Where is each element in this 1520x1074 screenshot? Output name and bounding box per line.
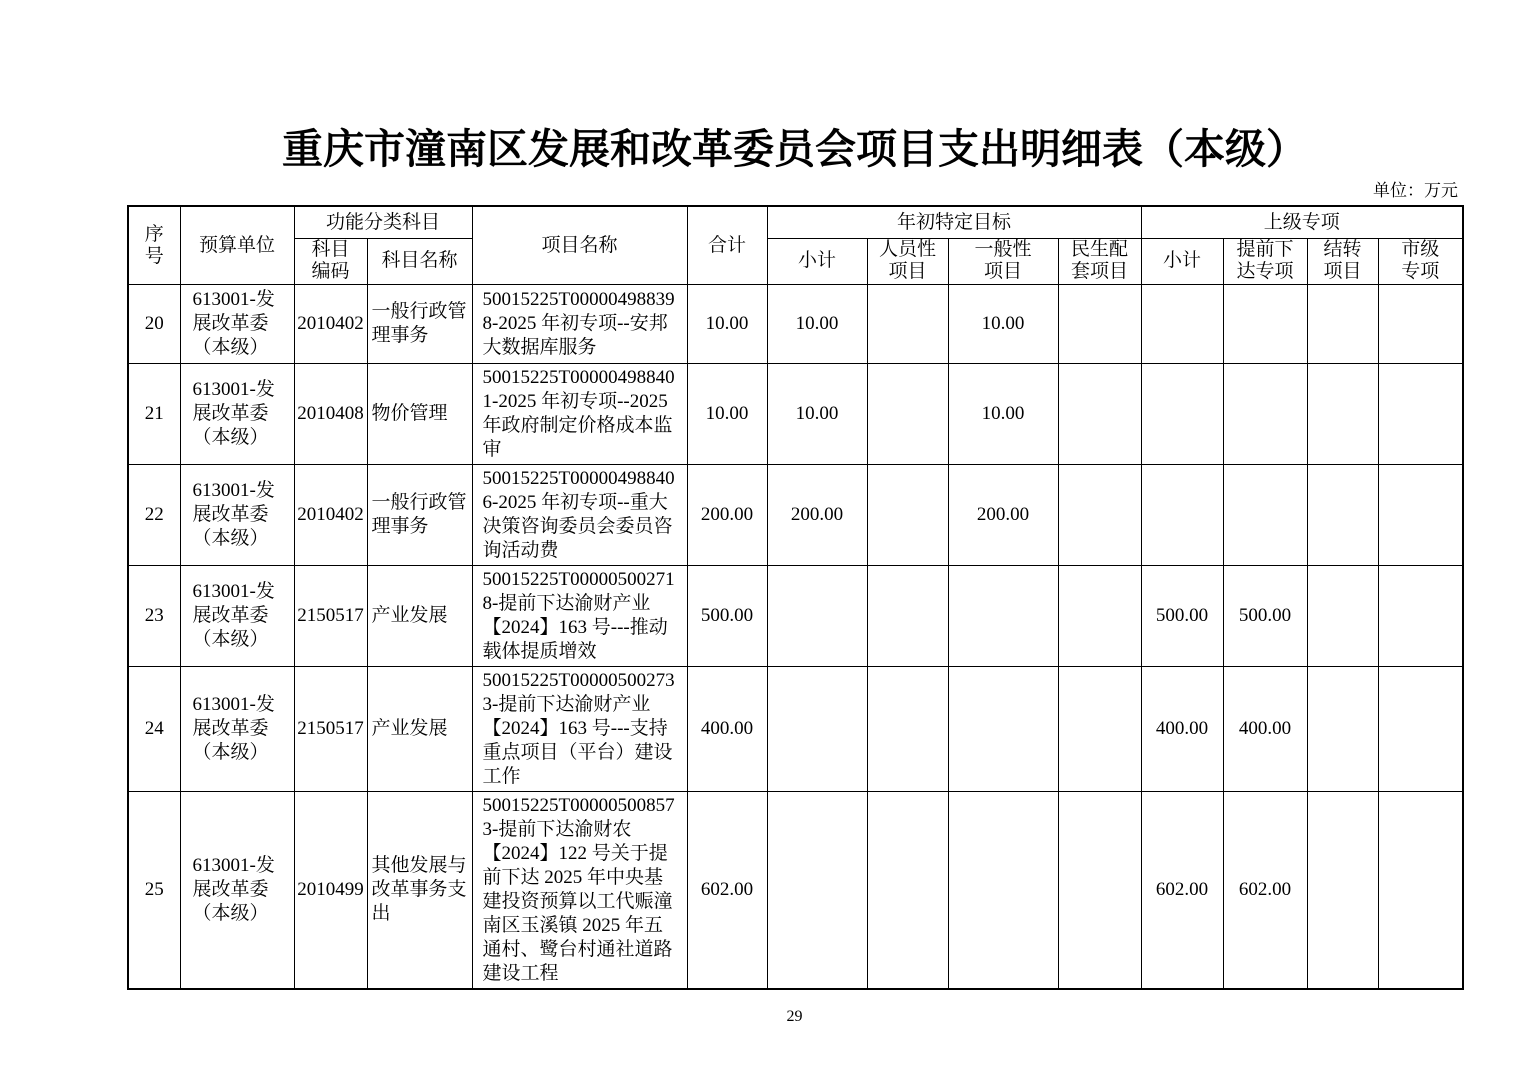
cell-budget-unit: 613001-发展改革委（本级）	[180, 284, 294, 363]
cell-livelihood-project	[1058, 791, 1141, 989]
page-number: 29	[786, 1007, 803, 1025]
cell-ss-subtotal: 602.00	[1141, 791, 1223, 989]
cell-ss-subtotal: 400.00	[1141, 666, 1223, 791]
cell-general-project	[948, 666, 1058, 791]
header-livelihood-project: 民生配套项目	[1058, 238, 1141, 284]
header-budget-unit: 预算单位	[180, 206, 294, 284]
cell-subject-code: 2010408	[294, 363, 367, 464]
cell-livelihood-project	[1058, 284, 1141, 363]
table-body	[128, 284, 1463, 989]
cell-city-special	[1378, 464, 1463, 565]
table-row	[128, 666, 1463, 791]
cell-advance-special: 602.00	[1223, 791, 1307, 989]
cell-livelihood-project	[1058, 464, 1141, 565]
cell-city-special	[1378, 284, 1463, 363]
cell-advance-special	[1223, 284, 1307, 363]
cell-city-special	[1378, 666, 1463, 791]
cell-total: 10.00	[687, 284, 767, 363]
cell-budget-unit: 613001-发展改革委（本级）	[180, 464, 294, 565]
table-row	[128, 565, 1463, 666]
header-row-1	[128, 206, 1463, 238]
cell-ss-subtotal	[1141, 284, 1223, 363]
cell-livelihood-project	[1058, 666, 1141, 791]
cell-seq: 23	[128, 565, 180, 666]
cell-general-project: 10.00	[948, 284, 1058, 363]
header-year-begin-target: 年初特定目标	[767, 206, 1141, 238]
header-carryover-project: 结转项目	[1307, 238, 1378, 284]
table-header	[128, 206, 1463, 284]
page-title: 重庆市潼南区发展和改革委员会项目支出明细表（本级）	[282, 126, 1307, 172]
cell-budget-unit: 613001-发展改革委（本级）	[180, 666, 294, 791]
cell-ss-subtotal	[1141, 363, 1223, 464]
cell-advance-special	[1223, 363, 1307, 464]
cell-carryover-project	[1307, 363, 1378, 464]
header-ss-subtotal: 小计	[1141, 238, 1223, 284]
header-seq: 序号	[128, 206, 180, 284]
cell-seq: 24	[128, 666, 180, 791]
header-personnel-project: 人员性项目	[867, 238, 948, 284]
cell-personnel-project	[867, 464, 948, 565]
cell-yb-subtotal: 10.00	[767, 284, 867, 363]
cell-subject-name: 产业发展	[367, 666, 472, 791]
cell-advance-special: 400.00	[1223, 666, 1307, 791]
cell-subject-code: 2010499	[294, 791, 367, 989]
cell-budget-unit: 613001-发展改革委（本级）	[180, 363, 294, 464]
cell-subject-code: 2150517	[294, 666, 367, 791]
cell-general-project	[948, 565, 1058, 666]
cell-personnel-project	[867, 666, 948, 791]
cell-ss-subtotal	[1141, 464, 1223, 565]
cell-subject-name: 产业发展	[367, 565, 472, 666]
cell-project-name: 50015225T000004988398-2025 年初专项--安邦大数据库服务	[472, 284, 687, 363]
cell-carryover-project	[1307, 666, 1378, 791]
header-advance-special: 提前下达专项	[1223, 238, 1307, 284]
cell-subject-code: 2010402	[294, 284, 367, 363]
cell-seq: 25	[128, 791, 180, 989]
cell-subject-name: 一般行政管理事务	[367, 464, 472, 565]
cell-subject-name: 其他发展与改革事务支出	[367, 791, 472, 989]
cell-budget-unit: 613001-发展改革委（本级）	[180, 565, 294, 666]
cell-ss-subtotal: 500.00	[1141, 565, 1223, 666]
cell-personnel-project	[867, 791, 948, 989]
table-row	[128, 464, 1463, 565]
cell-carryover-project	[1307, 791, 1378, 989]
header-total: 合计	[687, 206, 767, 284]
header-subject-code: 科目编码	[294, 238, 367, 284]
cell-budget-unit: 613001-发展改革委（本级）	[180, 791, 294, 989]
cell-city-special	[1378, 791, 1463, 989]
header-yb-subtotal: 小计	[767, 238, 867, 284]
cell-advance-special: 500.00	[1223, 565, 1307, 666]
cell-subject-code: 2150517	[294, 565, 367, 666]
cell-carryover-project	[1307, 284, 1378, 363]
cell-yb-subtotal	[767, 565, 867, 666]
cell-project-name: 50015225T000004988406-2025 年初专项--重大决策咨询委员会委员咨询活动费	[472, 464, 687, 565]
table-row	[128, 284, 1463, 363]
cell-personnel-project	[867, 565, 948, 666]
cell-livelihood-project	[1058, 363, 1141, 464]
cell-total: 400.00	[687, 666, 767, 791]
cell-general-project: 10.00	[948, 363, 1058, 464]
cell-project-name: 50015225T000004988401-2025 年初专项--2025 年政府制定价格成本监审	[472, 363, 687, 464]
cell-yb-subtotal: 200.00	[767, 464, 867, 565]
cell-project-name: 50015225T000005002733-提前下达渝财产业【2024】163 号---支持重点项目（平台）建设工作	[472, 666, 687, 791]
cell-total: 200.00	[687, 464, 767, 565]
expenditure-table	[127, 205, 1464, 990]
cell-total: 602.00	[687, 791, 767, 989]
cell-subject-name: 物价管理	[367, 363, 472, 464]
cell-personnel-project	[867, 363, 948, 464]
cell-seq: 22	[128, 464, 180, 565]
cell-seq: 21	[128, 363, 180, 464]
cell-yb-subtotal: 10.00	[767, 363, 867, 464]
header-superior-special: 上级专项	[1141, 206, 1463, 238]
cell-general-project: 200.00	[948, 464, 1058, 565]
cell-project-name: 50015225T000005008573-提前下达渝财农【2024】122 号关于提前下达 2025 年中央基建投资预算以工代赈潼南区玉溪镇 2025 年五通村、鹭台村通社道路建设工程	[472, 791, 687, 989]
cell-seq: 20	[128, 284, 180, 363]
cell-livelihood-project	[1058, 565, 1141, 666]
cell-personnel-project	[867, 284, 948, 363]
header-row-2	[128, 238, 1463, 284]
cell-advance-special	[1223, 464, 1307, 565]
header-subject-name: 科目名称	[367, 238, 472, 284]
cell-yb-subtotal	[767, 666, 867, 791]
header-city-special: 市级专项	[1378, 238, 1463, 284]
header-function-category: 功能分类科目	[294, 206, 472, 238]
header-project-name: 项目名称	[472, 206, 687, 284]
header-general-project: 一般性项目	[948, 238, 1058, 284]
cell-yb-subtotal	[767, 791, 867, 989]
cell-total: 500.00	[687, 565, 767, 666]
cell-total: 10.00	[687, 363, 767, 464]
table-row	[128, 363, 1463, 464]
cell-city-special	[1378, 363, 1463, 464]
cell-subject-name: 一般行政管理事务	[367, 284, 472, 363]
unit-note: 单位：万元	[1373, 181, 1458, 201]
table-row	[128, 791, 1463, 989]
cell-city-special	[1378, 565, 1463, 666]
cell-carryover-project	[1307, 565, 1378, 666]
cell-project-name: 50015225T000005002718-提前下达渝财产业【2024】163 号---推动载体提质增效	[472, 565, 687, 666]
cell-carryover-project	[1307, 464, 1378, 565]
cell-subject-code: 2010402	[294, 464, 367, 565]
cell-general-project	[948, 791, 1058, 989]
